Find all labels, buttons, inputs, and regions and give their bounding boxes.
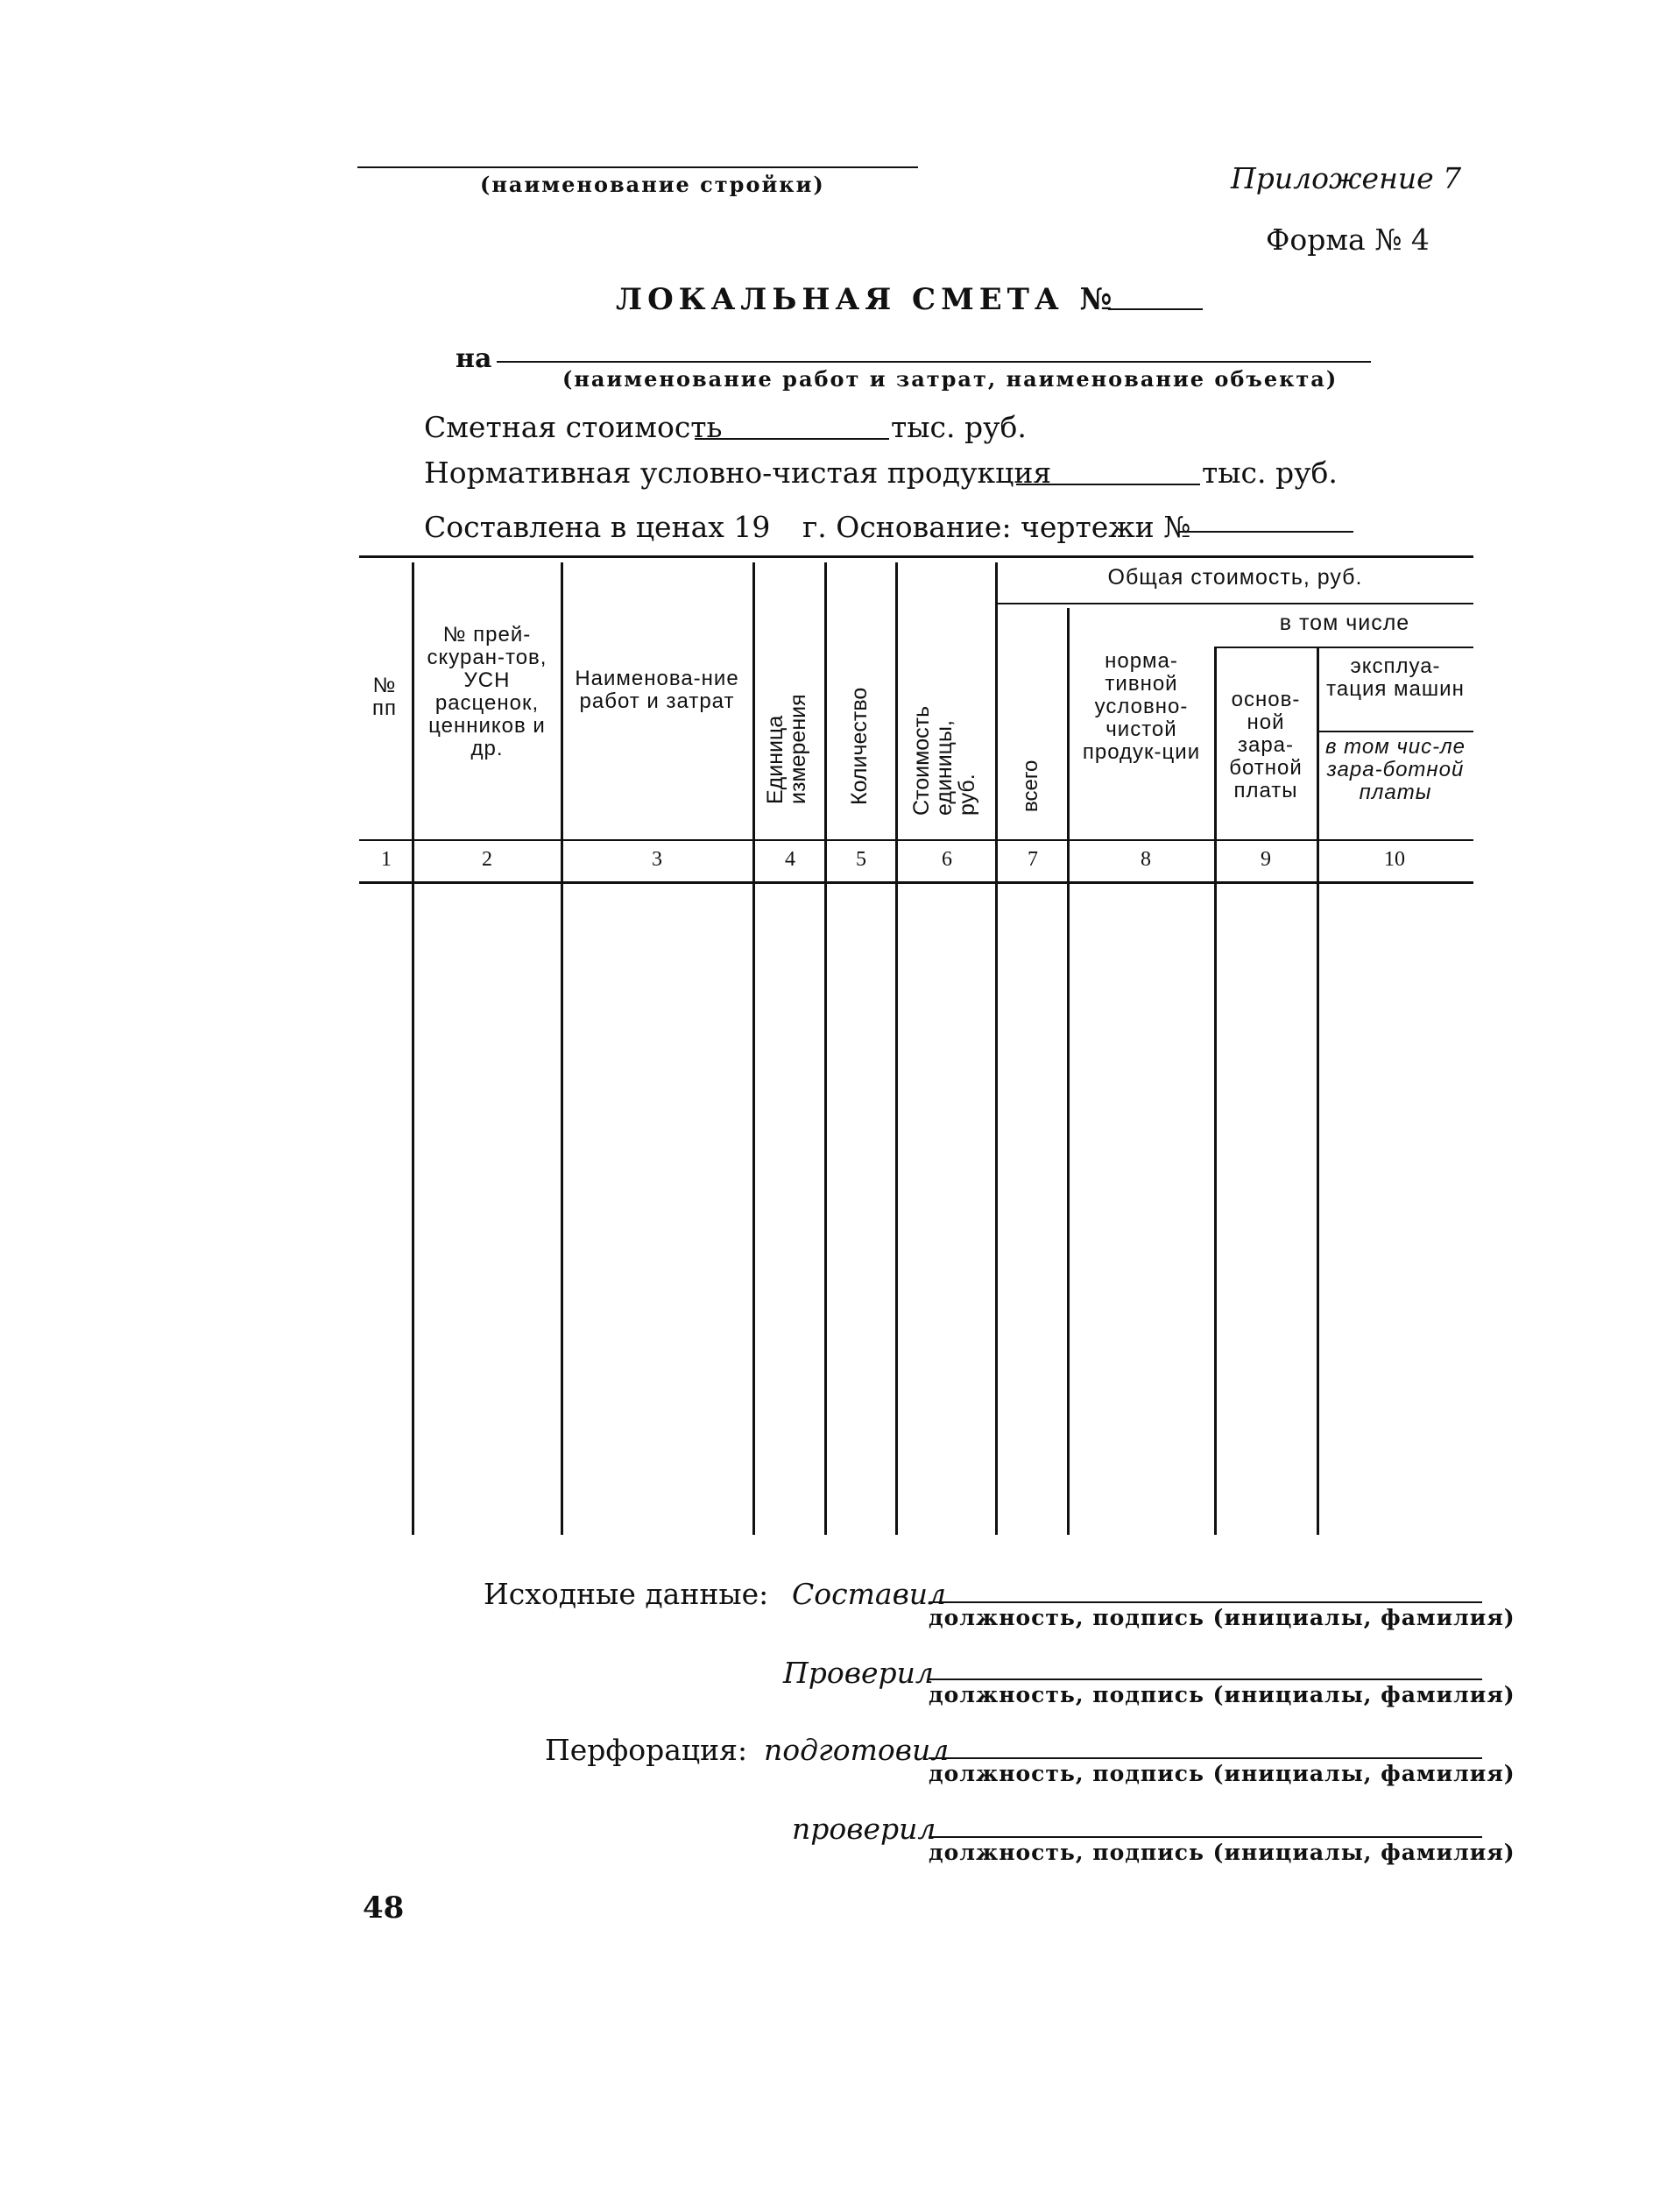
checked2-caption: должность, подпись (инициалы, фамилия): [929, 1840, 1515, 1865]
page-number: 48: [363, 1890, 405, 1926]
col-unit-header: Единица измерения: [763, 694, 810, 804]
na-caption: (наименование работ и затрат, наименование объекта): [562, 366, 1339, 392]
group-incl-underline: [1214, 647, 1473, 648]
numbers-bottom-line: [359, 881, 1473, 884]
cost-line: [695, 438, 889, 440]
col-number: 5: [856, 848, 866, 871]
group-total-underline: [995, 603, 1473, 604]
col10-split-line: [1317, 731, 1473, 732]
net-line: [1016, 484, 1200, 485]
form-label: Форма № 4: [1266, 223, 1430, 257]
table-divider: [561, 562, 563, 1535]
net-unit: тыс. руб.: [1202, 456, 1338, 490]
col-total-header: всего: [1019, 760, 1042, 812]
col-quantity-header: Количество: [847, 687, 872, 805]
prepared-line: [929, 1757, 1482, 1759]
table-divider: [752, 562, 755, 1535]
checked2-line: [929, 1836, 1482, 1838]
col-number: 7: [1028, 848, 1038, 871]
table-divider: [824, 562, 827, 1535]
col-number: 9: [1261, 848, 1271, 871]
col-number: 8: [1141, 848, 1151, 871]
prices-label: Составлена в ценах 19: [424, 510, 771, 544]
col-net-header: норма-тивной условно-чистой продук-ции: [1082, 649, 1201, 764]
checked-line: [929, 1678, 1482, 1680]
col-number: 6: [942, 848, 952, 871]
table-divider: [412, 562, 414, 1535]
col-number: 3: [652, 848, 662, 871]
col-machines-wage-header: в том чис-ле зара-ботной платы: [1324, 735, 1466, 804]
checked-label: Проверил: [783, 1656, 934, 1690]
compiled-line: [929, 1601, 1482, 1603]
col-unit-cost-header: Стоимость единицы, руб.: [909, 705, 979, 816]
table-divider: [895, 562, 898, 1535]
table-divider: [995, 562, 998, 1535]
col-number: 10: [1384, 848, 1405, 871]
col-number: 2: [482, 848, 492, 871]
net-label: Нормативная условно-чистая продукция: [424, 456, 1052, 490]
basis-line: [1178, 531, 1353, 533]
table-divider: [1317, 648, 1319, 1535]
compiled-label: Составил: [792, 1577, 947, 1611]
source-data-label: Исходные данные:: [484, 1577, 769, 1611]
checked2-label: проверил: [792, 1812, 936, 1846]
checked-caption: должность, подпись (инициалы, фамилия): [929, 1682, 1515, 1707]
col-machines-header: эксплуа-тация машин: [1326, 654, 1465, 701]
table-divider: [1067, 608, 1070, 1535]
header-bottom-line: [359, 839, 1473, 841]
col-pricelist-header: № прей-скуран-тов, УСН расценок, ценников и др.: [427, 623, 547, 760]
construction-caption: (наименование стройки): [480, 172, 825, 197]
col-number-header: № пп: [372, 674, 397, 720]
construction-line: [357, 166, 918, 168]
cost-label: Сметная стоимость: [424, 410, 723, 444]
na-label: на: [456, 343, 492, 374]
basis-label: г. Основание: чертежи №: [802, 510, 1191, 544]
group-total-header: Общая стоимость, руб.: [1107, 565, 1363, 590]
na-line: [497, 361, 1371, 363]
prepared-label: подготовил: [764, 1733, 950, 1767]
col-wage-header: основ-ной зара-ботной платы: [1229, 688, 1303, 802]
col-name-header: Наименова-ние работ и затрат: [575, 667, 739, 713]
page-title: ЛОКАЛЬНАЯ СМЕТА №: [616, 282, 1118, 317]
col-number: 1: [381, 848, 392, 871]
table-divider: [1214, 648, 1217, 1535]
prepared-caption: должность, подпись (инициалы, фамилия): [929, 1761, 1515, 1786]
appendix-label: Приложение 7: [1231, 161, 1462, 195]
cost-unit: тыс. руб.: [891, 410, 1027, 444]
col-number: 4: [785, 848, 795, 871]
group-incl-header: в том числе: [1279, 611, 1410, 635]
title-number-line: [1108, 308, 1203, 310]
perforation-label: Перфорация:: [545, 1733, 748, 1767]
compiled-caption: должность, подпись (инициалы, фамилия): [929, 1605, 1515, 1630]
table-top-line: [359, 555, 1473, 558]
